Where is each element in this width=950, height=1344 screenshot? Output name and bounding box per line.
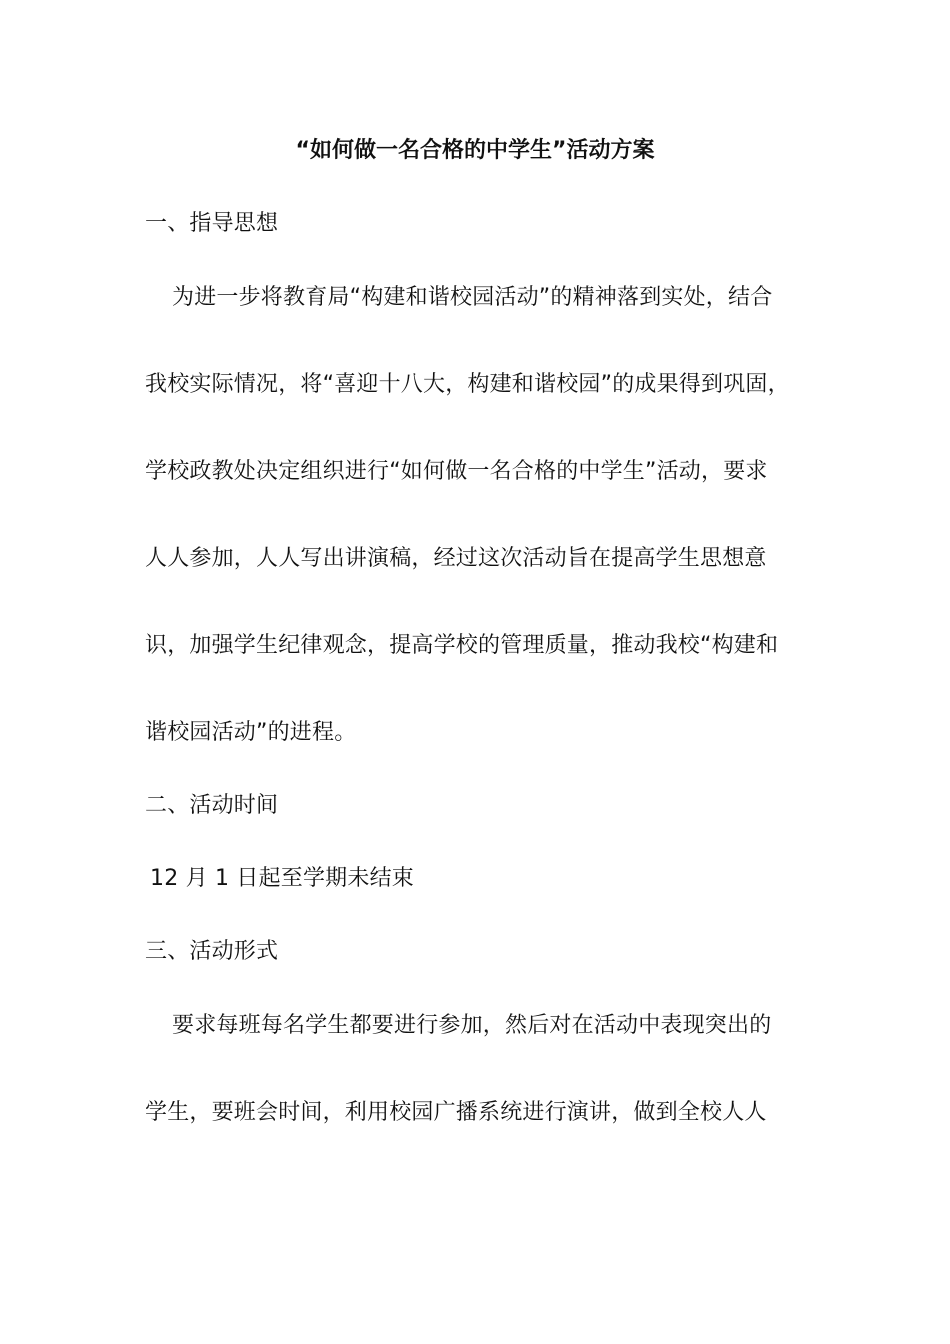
paragraph-line: 学校政教处决定组织进行“如何做一名合格的中学生”活动，要求 bbox=[145, 459, 768, 484]
paragraph-line: 谐校园活动”的进程。 bbox=[145, 720, 357, 745]
section-heading-guiding-ideology: 一、指导思想 bbox=[145, 211, 279, 236]
document-title: “如何做一名合格的中学生”活动方案 bbox=[295, 138, 655, 163]
paragraph-line: 学生，要班会时间，利用校园广播系统进行演讲，做到全校人人 bbox=[145, 1100, 767, 1125]
paragraph-line: 人人参加，人人写出讲演稿，经过这次活动旨在提高学生思想意 bbox=[145, 546, 767, 571]
activity-date-text: 12 月 1 日起至学期未结束 bbox=[150, 866, 414, 891]
section-heading-activity-form: 三、活动形式 bbox=[145, 939, 279, 964]
paragraph-line: 识，加强学生纪律观念，提高学校的管理质量，推动我校“构建和 bbox=[145, 633, 779, 658]
paragraph-line: 要求每班每名学生都要进行参加，然后对在活动中表现突出的 bbox=[172, 1013, 772, 1038]
section-heading-activity-time: 二、活动时间 bbox=[145, 793, 279, 818]
paragraph-line: 为进一步将教育局“构建和谐校园活动”的精神落到实处，结合 bbox=[172, 285, 773, 310]
paragraph-line: 我校实际情况，将“喜迎十八大，构建和谐校园”的成果得到巩固， bbox=[145, 372, 790, 397]
